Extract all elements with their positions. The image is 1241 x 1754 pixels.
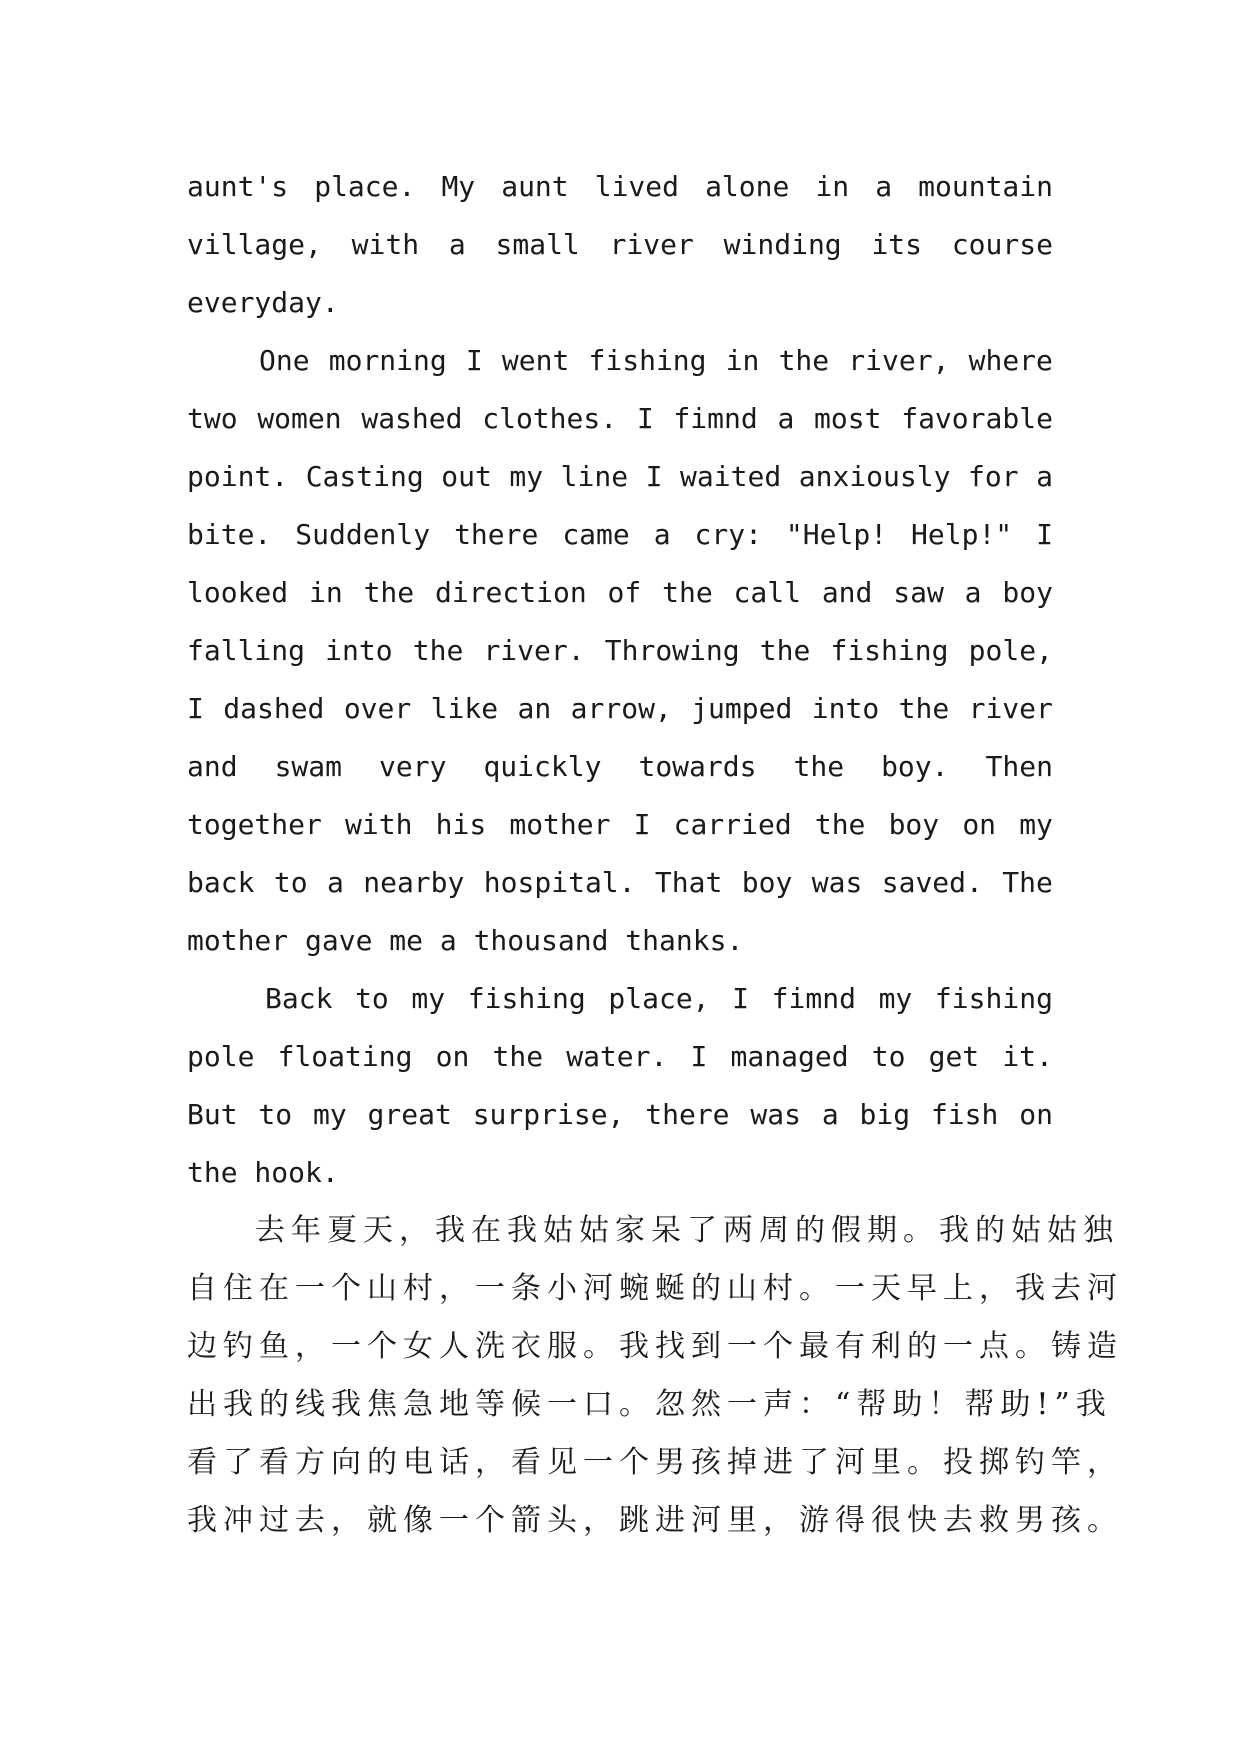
word: went: [501, 344, 570, 377]
word: I: [732, 982, 750, 1015]
word: to: [871, 1040, 906, 1073]
word: favorable: [901, 402, 1053, 435]
word: very: [379, 750, 447, 783]
word: looked: [187, 576, 289, 609]
word: of: [607, 576, 642, 609]
word: the: [778, 344, 830, 377]
word: arrow,: [570, 692, 672, 725]
word: fishing: [588, 344, 707, 377]
word: call: [733, 576, 801, 609]
word: point.: [187, 460, 289, 493]
word: place.: [314, 170, 416, 203]
word: fimnd: [771, 982, 856, 1015]
word: a: [326, 866, 344, 899]
word: the: [492, 1040, 544, 1073]
word: line: [560, 460, 629, 493]
word: the: [759, 634, 811, 667]
word: back: [187, 866, 255, 899]
word: in: [815, 170, 850, 203]
word: saved.: [881, 866, 983, 899]
word: the: [793, 750, 845, 783]
word: Then: [985, 750, 1053, 783]
word: pole,: [968, 634, 1053, 667]
word: mountain: [918, 170, 1053, 203]
word: cry:: [694, 518, 762, 551]
word: But: [187, 1098, 238, 1131]
word: direction: [434, 576, 587, 609]
word: jumped: [691, 692, 793, 725]
word: I: [636, 402, 654, 435]
word: into: [325, 634, 393, 667]
word: in: [725, 344, 760, 377]
word: my: [411, 982, 446, 1015]
word: river: [968, 692, 1053, 725]
word: dashed: [223, 692, 325, 725]
word: winding: [723, 228, 842, 261]
word: quickly: [483, 750, 602, 783]
word: together: [187, 808, 322, 841]
text-line: [187, 738, 1053, 796]
word: towards: [638, 750, 757, 783]
word: on: [1019, 1098, 1053, 1131]
word: I: [187, 692, 204, 725]
word: managed: [730, 1040, 849, 1073]
word: a: [448, 228, 466, 261]
word: great: [367, 1098, 452, 1131]
word: mother: [509, 808, 611, 841]
word: river: [609, 228, 694, 261]
word: the: [898, 692, 950, 725]
text-line: [187, 506, 1053, 564]
word: and: [187, 750, 238, 783]
text-line: 出我的线我焦急地等候一口。忽然一声：“帮助！帮助!”我: [187, 1387, 1112, 1422]
text-line: [187, 332, 1053, 390]
text-line: [187, 970, 1053, 1028]
word: pole: [187, 1040, 255, 1073]
word: its: [871, 228, 923, 261]
word: fishing: [467, 982, 586, 1015]
word: there: [645, 1098, 730, 1131]
word: aunt: [501, 170, 569, 203]
word: a: [821, 1098, 839, 1131]
word: get: [928, 1040, 980, 1073]
word: I: [465, 344, 483, 377]
word: alone: [705, 170, 790, 203]
word: fishing: [830, 634, 949, 667]
text-line: 自住在一个山村，一条小河蜿蜒的山村。一天早上，我去河: [187, 1271, 1123, 1306]
word: on: [435, 1040, 470, 1073]
text-line: [187, 1086, 1053, 1144]
word: aunt's: [187, 170, 289, 203]
word: That: [654, 866, 723, 899]
word: Suddenly: [295, 518, 431, 551]
word: on: [962, 808, 997, 841]
word: out: [441, 460, 492, 493]
word: clothes.: [482, 402, 618, 435]
word: to: [258, 1098, 293, 1131]
word: lived: [594, 170, 680, 203]
text-line: [187, 796, 1053, 854]
word: my: [878, 982, 913, 1015]
word: saw: [893, 576, 944, 609]
word: most: [814, 402, 882, 435]
text-line: [187, 158, 1053, 216]
text-line: [187, 564, 1053, 622]
word: with: [345, 808, 413, 841]
word: a: [653, 518, 671, 551]
word: my: [509, 460, 544, 493]
word: two: [187, 402, 238, 435]
text-line: 我冲过去，就像一个箭头，跳进河里，游得很快去救男孩。: [187, 1503, 1123, 1538]
word: into: [811, 692, 880, 725]
text-line: [187, 1028, 1053, 1086]
word: I: [633, 808, 651, 841]
word: bite.: [187, 518, 272, 551]
word: to: [273, 866, 308, 899]
word: a: [964, 576, 982, 609]
word: village,: [187, 228, 322, 261]
word: I: [1036, 518, 1053, 551]
word: my: [1019, 808, 1053, 841]
word: fishing: [934, 982, 1053, 1015]
word: and: [821, 576, 873, 609]
word: swam: [274, 750, 343, 783]
word: surprise,: [472, 1098, 625, 1131]
word: the: [363, 576, 415, 609]
word: river,: [848, 344, 950, 377]
word: river.: [483, 634, 585, 667]
word: I: [645, 460, 663, 493]
word: One: [259, 344, 310, 377]
word: with: [351, 228, 420, 261]
word: the: [814, 808, 866, 841]
document-body: [187, 158, 1123, 1550]
text-line: [187, 622, 1053, 680]
word: the: [662, 576, 713, 609]
text-line: 去年夏天，我在我姑姑家呆了两周的假期。我的姑姑独: [255, 1213, 1119, 1248]
word: for: [968, 460, 1019, 493]
word: like: [430, 692, 499, 725]
word: morning: [328, 344, 447, 377]
word: washed: [361, 402, 463, 435]
text-line: 边钓鱼，一个女人洗衣服。我找到一个最有利的一点。铸造: [187, 1329, 1123, 1364]
text-line: everyday.: [187, 286, 339, 319]
word: big: [859, 1098, 911, 1131]
word: in: [309, 576, 343, 609]
word: boy: [888, 808, 940, 841]
word: place,: [608, 982, 710, 1015]
word: boy.: [881, 750, 949, 783]
text-line: [187, 854, 1053, 912]
word: over: [343, 692, 412, 725]
text-line: [187, 390, 1053, 448]
word: anxiously: [798, 460, 951, 493]
word: fimnd: [673, 402, 758, 435]
word: boy: [741, 866, 793, 899]
text-line: [187, 448, 1053, 506]
word: where: [968, 344, 1053, 377]
word: a: [1036, 460, 1053, 493]
word: fish: [930, 1098, 999, 1131]
word: carried: [673, 808, 792, 841]
word: "Help!: [785, 518, 888, 551]
text-line: the hook.: [187, 1156, 339, 1189]
word: Help!": [911, 518, 1013, 551]
word: waited: [680, 460, 782, 493]
word: came: [562, 518, 630, 551]
word: Casting: [305, 460, 424, 493]
text-line: [187, 216, 1053, 274]
word: My: [441, 170, 476, 203]
text-line: mother gave me a thousand thanks.: [187, 924, 744, 957]
word: falling: [187, 634, 306, 667]
word: there: [454, 518, 539, 551]
word: I: [690, 1040, 708, 1073]
word: to: [355, 982, 389, 1015]
word: hospital.: [483, 866, 636, 899]
word: Back: [265, 982, 333, 1015]
word: a: [875, 170, 893, 203]
word: a: [777, 402, 795, 435]
word: nearby: [363, 866, 465, 899]
text-line: [187, 680, 1053, 738]
word: my: [312, 1098, 347, 1131]
word: floating: [277, 1040, 413, 1073]
word: The: [1002, 866, 1053, 899]
word: an: [517, 692, 552, 725]
word: was: [750, 1098, 801, 1131]
word: the: [412, 634, 464, 667]
word: Throwing: [604, 634, 740, 667]
word: boy: [1002, 576, 1053, 609]
text-line: 看了看方向的电话，看见一个男孩掉进了河里。投掷钓竿，: [187, 1445, 1123, 1480]
word: was: [811, 866, 863, 899]
word: women: [257, 402, 342, 435]
word: small: [495, 228, 580, 261]
word: it.: [1002, 1040, 1053, 1073]
word: his: [435, 808, 487, 841]
word: water.: [566, 1040, 668, 1073]
word: course: [951, 228, 1053, 261]
